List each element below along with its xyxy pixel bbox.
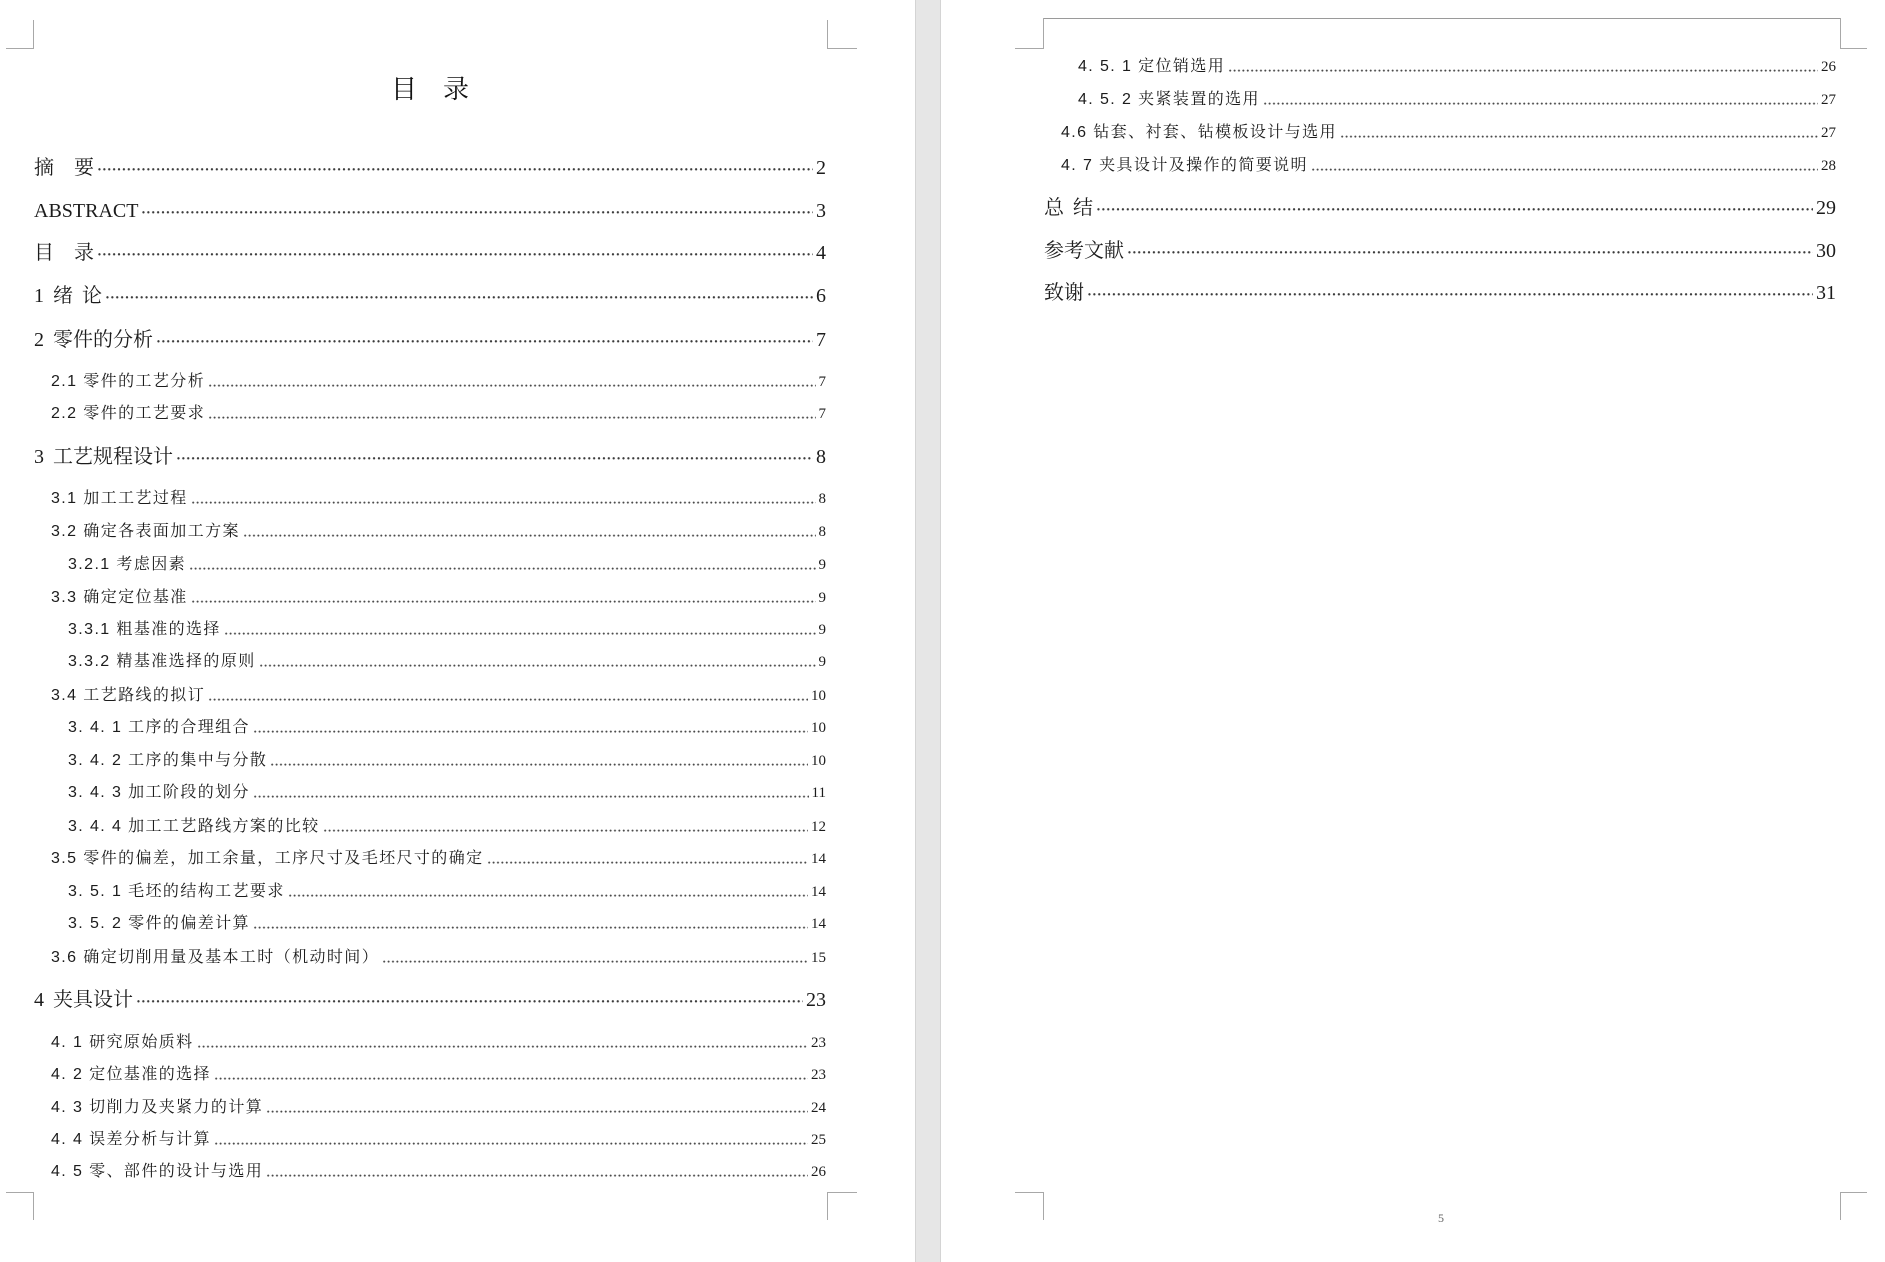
crop-mark-top-left <box>6 20 34 49</box>
toc-entry[interactable] <box>1061 156 1836 176</box>
toc-entry[interactable] <box>1044 238 1836 264</box>
toc-entry[interactable] <box>68 783 826 803</box>
toc-page-number: 6 <box>816 285 826 307</box>
toc-page-number: 27 <box>1821 125 1836 141</box>
toc-entry-label: 3.2 确定各表面加工方案 <box>51 523 240 540</box>
toc-entry[interactable] <box>34 198 826 224</box>
toc-page-number: 23 <box>806 989 826 1011</box>
toc-page-number: 9 <box>818 557 826 573</box>
toc-entry-label: 3.1 加工工艺过程 <box>51 490 188 507</box>
toc-page-number: 7 <box>818 374 826 390</box>
toc-leader-dots <box>224 620 816 640</box>
toc-entry-label: 3. 4. 4 加工工艺路线方案的比较 <box>68 818 320 835</box>
toc-page-number: 24 <box>811 1100 826 1116</box>
toc-leader-dots <box>382 948 808 968</box>
toc-leader-dots <box>1087 280 1813 306</box>
crop-mark-top-right <box>1840 18 1867 49</box>
toc-page-number: 10 <box>811 720 826 736</box>
toc-entry-label: 3. 5. 1 毛坯的结构工艺要求 <box>68 883 285 900</box>
toc-entry-label: 4 夹具设计 <box>34 989 133 1011</box>
toc-entry-label: 2.1 零件的工艺分析 <box>51 373 206 390</box>
toc-leader-dots <box>1228 57 1818 77</box>
toc-leader-dots <box>253 783 809 803</box>
toc-entry[interactable] <box>51 522 826 542</box>
toc-entry-label: 3.4 工艺路线的拟订 <box>51 687 206 704</box>
toc-entry[interactable] <box>68 718 826 738</box>
toc-page-number: 28 <box>1821 158 1836 174</box>
toc-leader-dots <box>487 849 809 869</box>
toc-entry-label: 4. 7 夹具设计及操作的简要说明 <box>1061 157 1308 174</box>
toc-entry[interactable] <box>68 652 826 672</box>
toc-page-number: 29 <box>1816 197 1836 219</box>
toc-entry[interactable] <box>1061 123 1836 143</box>
toc-leader-dots <box>1096 195 1813 221</box>
toc-entry-label: 2.2 零件的工艺要求 <box>51 405 206 422</box>
crop-mark-bottom-left <box>1015 1192 1044 1220</box>
toc-leader-dots <box>97 155 813 181</box>
toc-leader-dots <box>191 588 816 608</box>
toc-leader-dots <box>105 283 813 309</box>
toc-title: 目 录 <box>390 75 469 104</box>
crop-mark-top-left <box>1015 18 1044 49</box>
toc-entry[interactable] <box>51 849 826 869</box>
toc-leader-dots <box>1340 123 1818 143</box>
toc-entry-label: 4. 1 研究原始质料 <box>51 1034 194 1051</box>
toc-entry[interactable] <box>51 948 826 968</box>
toc-page-number: 23 <box>811 1067 826 1083</box>
toc-leader-dots <box>266 1162 808 1182</box>
toc-leader-dots <box>259 652 816 672</box>
toc-entry[interactable] <box>51 1098 826 1118</box>
toc-page-number: 31 <box>1816 282 1836 304</box>
toc-entry[interactable] <box>34 987 826 1013</box>
toc-entry-label: 3. 4. 2 工序的集中与分散 <box>68 752 268 769</box>
crop-mark-bottom-right <box>1840 1192 1867 1220</box>
toc-entry[interactable] <box>1044 195 1836 221</box>
toc-entry[interactable] <box>34 327 826 353</box>
crop-mark-top-right <box>827 20 857 49</box>
toc-page-number: 9 <box>818 590 826 606</box>
toc-page-number: 15 <box>811 950 826 966</box>
crop-mark-bottom-left <box>6 1192 34 1220</box>
toc-entry-label: 1 绪 论 <box>34 285 102 307</box>
toc-entry-label: 总 结 <box>1044 197 1093 219</box>
toc-entry[interactable] <box>51 1162 826 1182</box>
toc-page-number: 4 <box>816 242 826 264</box>
page-gap <box>915 0 941 1262</box>
toc-entry[interactable] <box>51 404 826 424</box>
toc-entry-label: 4.6 钻套、衬套、钻模板设计与选用 <box>1061 124 1337 141</box>
toc-entry[interactable] <box>34 240 826 266</box>
toc-entry-label: 4. 5 零、部件的设计与选用 <box>51 1163 264 1180</box>
toc-entry[interactable] <box>51 686 826 706</box>
toc-leader-dots <box>208 404 815 424</box>
toc-entry-label: 致谢 <box>1044 282 1084 304</box>
toc-entry-label: ABSTRACT <box>34 200 139 222</box>
toc-page-number: 14 <box>811 916 826 932</box>
toc-entry-label: 4. 3 切削力及夹紧力的计算 <box>51 1099 264 1116</box>
toc-entry[interactable] <box>1078 57 1836 77</box>
toc-entry-label: 4. 2 定位基准的选择 <box>51 1066 211 1083</box>
toc-entry[interactable] <box>1044 280 1836 306</box>
toc-entry[interactable] <box>1078 90 1836 110</box>
toc-entry[interactable] <box>68 817 826 837</box>
toc-page-number: 10 <box>811 688 826 704</box>
toc-page-number: 8 <box>818 491 826 507</box>
toc-leader-dots <box>208 686 808 706</box>
toc-page-number: 11 <box>811 785 826 801</box>
toc-entry-label: 2 零件的分析 <box>34 329 153 351</box>
toc-entry-label: 3.5 零件的偏差，加工余量，工序尺寸及毛坯尺寸的确定 <box>51 850 484 867</box>
toc-entry-label: 摘 要 <box>34 157 94 179</box>
toc-page-number: 2 <box>816 157 826 179</box>
toc-leader-dots <box>323 817 808 837</box>
toc-page-number: 30 <box>1816 240 1836 262</box>
toc-page-number: 23 <box>811 1035 826 1051</box>
toc-page-number: 10 <box>811 753 826 769</box>
toc-entry-label: 3.6 确定切削用量及基本工时（机动时间） <box>51 949 380 966</box>
toc-entry[interactable] <box>51 1033 826 1053</box>
toc-leader-dots <box>243 522 816 542</box>
header-rule <box>1043 18 1840 19</box>
toc-entry-label: 4. 5. 2 夹紧装置的选用 <box>1078 91 1260 108</box>
toc-leader-dots <box>156 327 813 353</box>
toc-entry[interactable] <box>51 1130 826 1150</box>
toc-leader-dots <box>208 372 815 392</box>
toc-page-number: 26 <box>811 1164 826 1180</box>
toc-leader-dots <box>266 1098 808 1118</box>
toc-leader-dots <box>288 882 808 902</box>
toc-entry[interactable] <box>34 283 826 309</box>
toc-entry-label: 目 录 <box>34 242 94 264</box>
toc-leader-dots <box>253 914 808 934</box>
toc-entry-label: 3.3.1 粗基准的选择 <box>68 621 221 638</box>
toc-leader-dots <box>176 444 813 470</box>
toc-entry-label: 3.3 确定定位基准 <box>51 589 188 606</box>
toc-page-number: 27 <box>1821 92 1836 108</box>
toc-entry[interactable] <box>51 372 826 392</box>
toc-entry[interactable] <box>51 1065 826 1085</box>
toc-leader-dots <box>214 1065 808 1085</box>
toc-entry-label: 3. 4. 3 加工阶段的划分 <box>68 784 250 801</box>
toc-entry-label: 3. 5. 2 零件的偏差计算 <box>68 915 250 932</box>
toc-leader-dots <box>1127 238 1813 264</box>
toc-entry[interactable] <box>34 444 826 470</box>
toc-entry[interactable] <box>68 555 826 575</box>
toc-leader-dots <box>214 1130 808 1150</box>
toc-entry[interactable] <box>51 489 826 509</box>
toc-entry-label: 3.3.2 精基准选择的原则 <box>68 653 256 670</box>
toc-leader-dots <box>141 198 813 224</box>
toc-page-number: 8 <box>816 446 826 468</box>
toc-entry[interactable] <box>68 620 826 640</box>
crop-mark-bottom-right <box>827 1192 857 1220</box>
toc-page-number: 9 <box>818 622 826 638</box>
toc-entry-label: 4. 4 误差分析与计算 <box>51 1131 211 1148</box>
toc-page-number: 8 <box>818 524 826 540</box>
toc-leader-dots <box>136 987 803 1013</box>
toc-page-number: 14 <box>811 884 826 900</box>
toc-leader-dots <box>197 1033 808 1053</box>
toc-leader-dots <box>189 555 815 575</box>
toc-leader-dots <box>97 240 813 266</box>
document-page-right[interactable] <box>941 0 1885 1262</box>
toc-page-number: 14 <box>811 851 826 867</box>
toc-page-number: 3 <box>816 200 826 222</box>
toc-leader-dots <box>1311 156 1818 176</box>
footer-page-number: 5 <box>1438 1211 1444 1225</box>
toc-entry-label: 4. 5. 1 定位销选用 <box>1078 58 1226 75</box>
toc-page-number: 9 <box>818 654 826 670</box>
toc-entry[interactable] <box>34 155 826 181</box>
toc-page-number: 26 <box>1821 59 1836 75</box>
toc-entry-label: 3. 4. 1 工序的合理组合 <box>68 719 250 736</box>
toc-leader-dots <box>191 489 816 509</box>
toc-page-number: 25 <box>811 1132 826 1148</box>
toc-entry[interactable] <box>68 751 826 771</box>
toc-leader-dots <box>253 718 808 738</box>
toc-entry-label: 3.2.1 考虑因素 <box>68 556 187 573</box>
document-page-left[interactable] <box>0 0 915 1262</box>
toc-entry[interactable] <box>51 588 826 608</box>
toc-entry[interactable] <box>68 882 826 902</box>
toc-page-number: 12 <box>811 819 826 835</box>
toc-entry-label: 3 工艺规程设计 <box>34 446 173 468</box>
toc-entry[interactable] <box>68 914 826 934</box>
toc-leader-dots <box>270 751 808 771</box>
toc-page-number: 7 <box>816 329 826 351</box>
toc-page-number: 7 <box>818 406 826 422</box>
toc-entry-label: 参考文献 <box>1044 240 1124 262</box>
toc-leader-dots <box>1263 90 1818 110</box>
